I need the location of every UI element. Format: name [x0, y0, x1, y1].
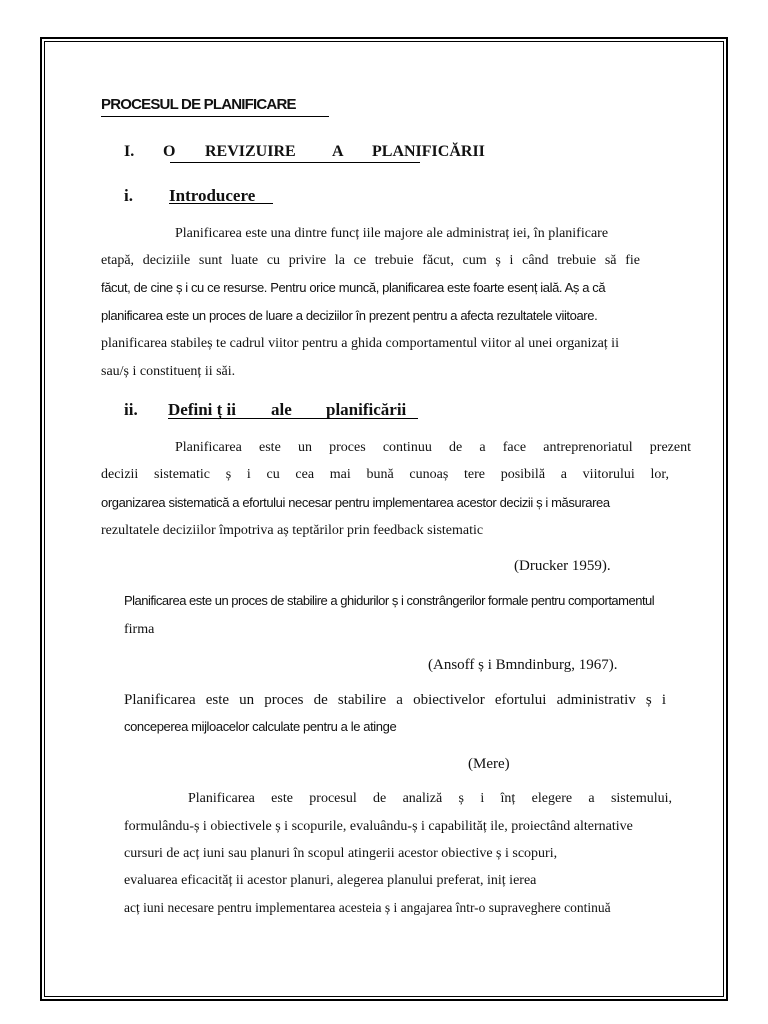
- paragraph-line: planificarea este un proces de luare a deciziilor în prezent pentru a afecta rezultatele viitoare.: [101, 308, 598, 323]
- heading-word: A: [332, 143, 344, 160]
- subsection-number: ii.: [124, 400, 138, 419]
- definition-line: organizarea sistematică a efortului necesar pentru implementarea acestor decizii ș i măsurarea: [101, 495, 610, 510]
- definition-line: rezultatele deciziilor împotriva aș teptărilor prin feedback sistematic: [101, 523, 484, 538]
- heading-word: PLANIFICĂRII: [372, 143, 485, 160]
- definition-line: Planificarea este un proces de stabilire a ghidurilor ș i constrângerilor formale pentru comportamentul: [124, 593, 655, 608]
- subsection-number: i.: [124, 186, 133, 205]
- heading-word: planificării: [326, 400, 407, 419]
- definition-line: Planificarea este un proces continuu de a face antreprenoriatul prezent: [175, 440, 691, 455]
- definition-line: conceperea mijloacelor calculate pentru a le atinge: [124, 719, 397, 734]
- definition-line: decizii sistematic ș i cu cea mai bună cunoaș tere posibilă a viitorului lor,: [101, 467, 669, 482]
- definition-line: cursuri de acț iuni sau planuri în scopul atingerii acestor obiective ș i scopuri,: [124, 846, 558, 861]
- heading-underline: [169, 203, 273, 204]
- heading-word: REVIZUIRE: [205, 143, 296, 160]
- section-number: I.: [124, 143, 135, 160]
- definition-line: firma: [124, 622, 155, 637]
- definition-line: acț iuni necesare pentru implementarea acesteia ș i angajarea într-o supraveghere continuă: [124, 900, 611, 915]
- paragraph-line: etapă, deciziile sunt luate cu privire la ce trebuie făcut, cum ș i când trebuie să fie: [101, 253, 640, 268]
- heading-underline: [170, 162, 420, 163]
- heading-word: ale: [271, 400, 292, 419]
- heading-word: O: [163, 143, 176, 160]
- definition-line: Planificarea este un proces de stabilire a obiectivelor efortului administrativ ș i: [124, 692, 666, 708]
- heading-word: Defini ț ii: [168, 400, 236, 419]
- document-title: PROCESUL DE PLANIFICARE: [101, 96, 329, 117]
- subsection-title: Introducere: [169, 186, 256, 205]
- citation: (Mere): [468, 756, 510, 772]
- heading-underline: [168, 418, 418, 419]
- definition-line: formulându-ș i obiectivele ș i scopurile, evaluându-ș i capabilităț ile, proiectând alternative: [124, 819, 633, 834]
- citation: (Drucker 1959).: [514, 558, 611, 574]
- definition-line: Planificarea este procesul de analiză ș i înț elegere a sistemului,: [188, 791, 672, 806]
- definition-line: evaluarea eficacităț ii acestor planuri, alegerea planului preferat, iniț ierea: [124, 873, 537, 888]
- citation: (Ansoff ș i Bmndinburg, 1967).: [428, 657, 618, 673]
- paragraph-line: planificarea stabileș te cadrul viitor pentru a ghida comportamentul viitor al unei organizaț ii: [101, 336, 619, 351]
- paragraph-line: sau/ș i constituenț ii săi.: [101, 364, 236, 379]
- paragraph-line: făcut, de cine ș i cu ce resurse. Pentru orice muncă, planificarea este foarte esenț ială. Aș a că: [101, 280, 606, 295]
- paragraph-line: Planificarea este una dintre funcț iile majore ale administraț iei, în planificare: [175, 226, 609, 241]
